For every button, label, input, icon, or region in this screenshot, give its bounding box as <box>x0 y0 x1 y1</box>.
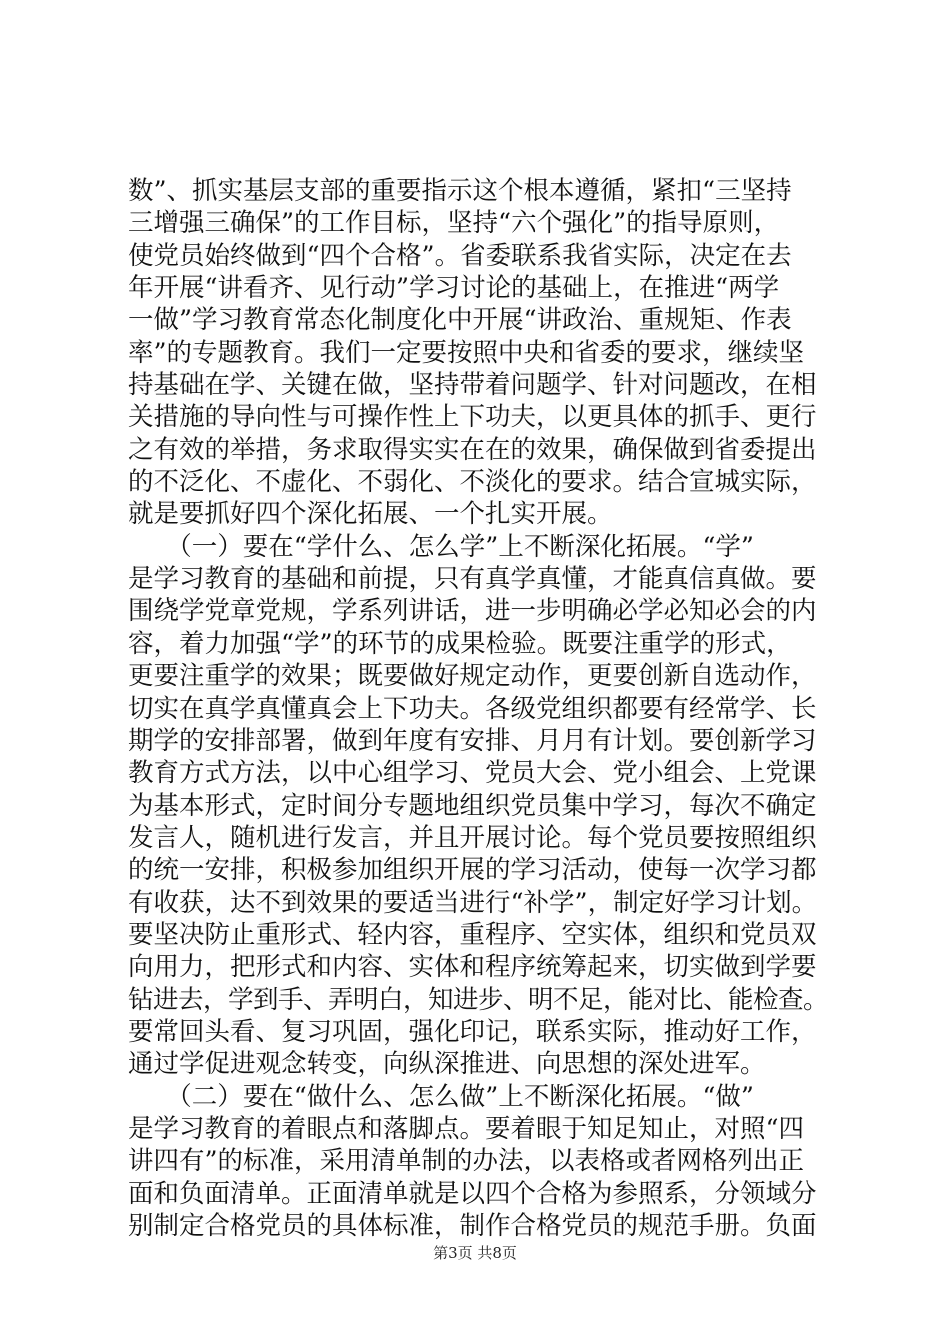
text-line: 的不泛化、不虚化、不弱化、不淡化的要求。结合宣城实际， <box>128 467 817 498</box>
text-line: 关措施的导向性与可操作性上下功夫，以更具体的抓手、更行 <box>128 402 817 433</box>
text-line: 年开展“讲看齐、见行动”学习讨论的基础上，在推进“两学 <box>128 273 780 304</box>
text-line: 一做”学习教育常态化制度化中开展“讲政治、重规矩、作表 <box>128 305 792 336</box>
text-line: 率”的专题教育。我们一定要按照中央和省委的要求，继续坚 <box>128 337 805 368</box>
page-footer: 第3页 共8页 <box>433 1244 517 1262</box>
body-text <box>128 175 828 1242</box>
text-line: 就是要抓好四个深化拓展、一个扎实开展。 <box>128 499 613 530</box>
text-line: 容，着力加强“学”的环节的成果检验。既要注重学的形式， <box>128 628 792 659</box>
text-line: 面和负面清单。正面清单就是以四个合格为参照系，分领域分 <box>128 1178 817 1209</box>
text-line: 是学习教育的基础和前提，只有真学真懂，才能真信真做。要 <box>128 564 817 595</box>
text-line: 向用力，把形式和内容、实体和程序统筹起来，切实做到学要 <box>128 952 817 983</box>
text-line: 更要注重学的效果；既要做好规定动作，更要创新自选动作， <box>128 661 817 692</box>
text-line: 讲四有”的标准，采用清单制的办法，以表格或者网格列出正 <box>128 1146 805 1177</box>
text-line: 别制定合格党员的具体标准，制作合格党员的规范手册。负面 <box>128 1211 817 1241</box>
text-line: 为基本形式，定时间分专题地组织党员集中学习，每次不确定 <box>128 790 817 821</box>
text-line: 使党员始终做到“四个合格”。省委联系我省实际，决定在去 <box>128 240 792 271</box>
text-line: 的统一安排，积极参加组织开展的学习活动，使每一次学习都 <box>128 855 817 886</box>
text-line: （二）要在“做什么、怎么做”上不断深化拓展。“做” <box>128 1081 754 1112</box>
text-line: 持基础在学、关键在做，坚持带着问题学、针对问题改，在相 <box>128 370 817 401</box>
text-line: 三增强三确保”的工作目标，坚持“六个强化”的指导原则， <box>128 208 780 239</box>
text-line: 切实在真学真懂真会上下功夫。各级党组织都要有经常学、长 <box>128 693 817 724</box>
text-line: 期学的安排部署，做到年度有安排、月月有计划。要创新学习 <box>128 725 817 756</box>
text-line: 要坚决防止重形式、轻内容，重程序、空实体，组织和党员双 <box>128 919 817 950</box>
text-line: （一）要在“学什么、怎么学”上不断深化拓展。“学” <box>128 531 754 562</box>
text-line: 要常回头看、复习巩固，强化印记，联系实际，推动好工作， <box>128 1016 817 1047</box>
text-line: 教育方式方法，以中心组学习、党员大会、党小组会、上党课 <box>128 758 817 789</box>
text-line: 钻进去，学到手、弄明白，知进步、明不足，能对比、能检查。 <box>128 984 828 1015</box>
text-line: 有收获，达不到效果的要适当进行“补学”，制定好学习计划。 <box>128 887 818 918</box>
text-line: 之有效的举措，务求取得实实在在的效果，确保做到省委提出 <box>128 434 817 465</box>
text-line: 是学习教育的着眼点和落脚点。要着眼于知足知止，对照“四 <box>128 1113 805 1144</box>
text-line: 发言人，随机进行发言，并且开展讨论。每个党员要按照组织 <box>128 822 817 853</box>
text-line: 数”、抓实基层支部的重要指示这个根本遵循，紧扣“三坚持 <box>128 176 792 206</box>
text-line: 围绕学党章党规，学系列讲话，进一步明确必学必知必会的内 <box>128 596 817 627</box>
text-line: 通过学促进观念转变，向纵深推进、向思想的深处进军。 <box>128 1049 766 1080</box>
